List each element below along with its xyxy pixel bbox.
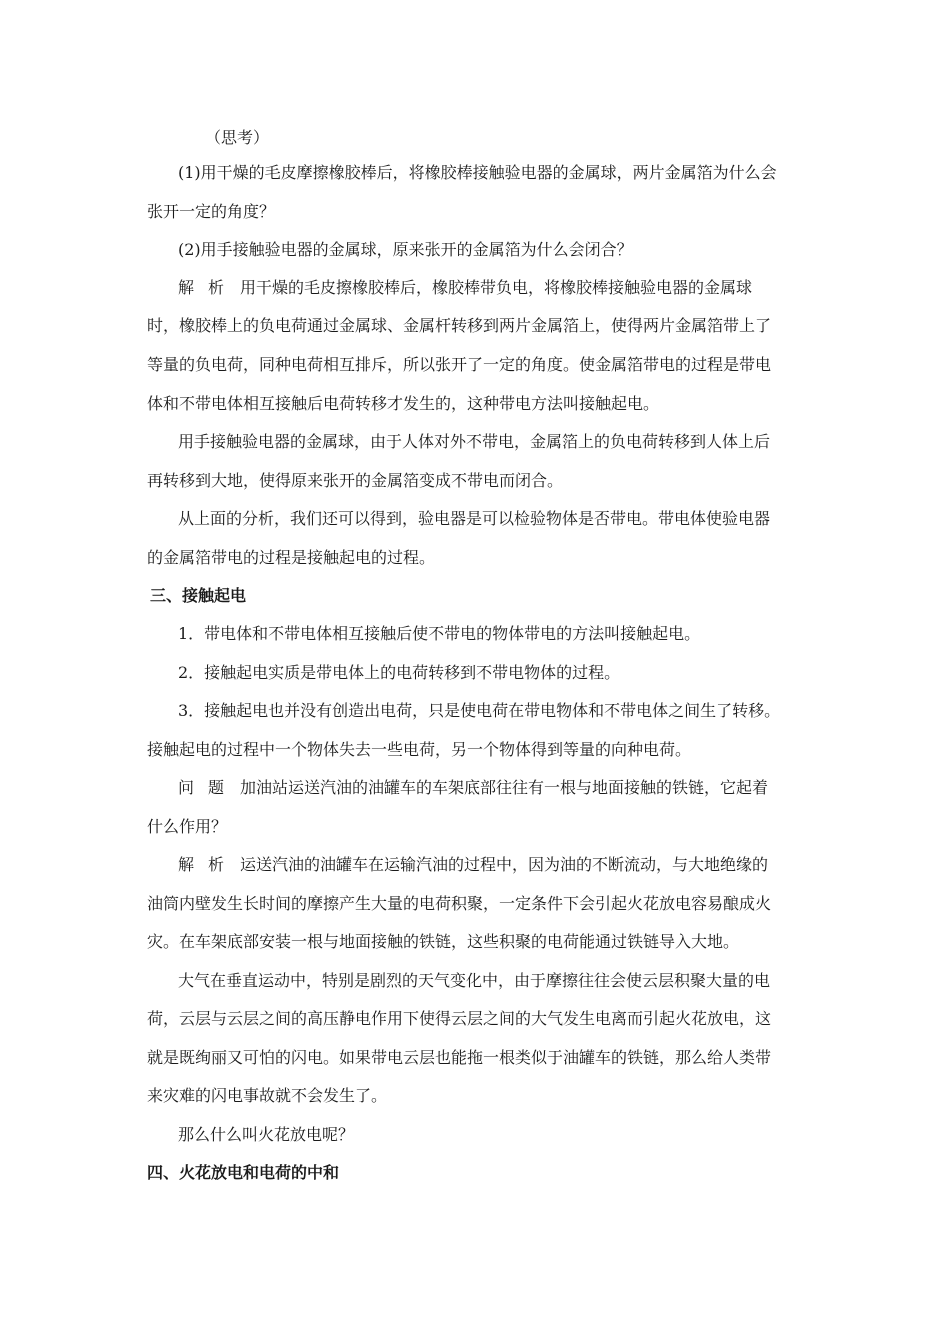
analysis-1-line-1 [178,278,752,298]
section-4-title: 四、火花放电和电荷的中和 [147,1163,340,1182]
analysis-2-label: 解析 [178,855,239,874]
question-1-line-1: (1)用干燥的毛皮摩擦橡胶棒后，将橡胶棒接触验电器的金属球，两片金属箔为什么会 [178,163,777,182]
analysis-2-line-3: 灾。在车架底部安装一根与地面接触的铁链，这些积聚的电荷能通过铁链导入大地。 [147,932,740,951]
question-label: 问题 [178,778,239,797]
question-1-line-2: 张开一定的角度？ [147,202,276,221]
analysis-2-text: 运送汽油的油罐车在运输汽油的过程中，因为油的不断流动，与大地绝缘的 [240,855,769,874]
analysis-2-line-2: 油筒内壁发生长时间的摩擦产生大量的电荷积聚，一定条件下会引起火花放电容易酿成火 [147,894,772,913]
analysis-label: 解析 [178,278,239,297]
problem-text: 加油站运送汽油的油罐车的车架底部往往有一根与地面接触的铁链，它起着 [240,778,769,797]
problem-line-2: 什么作用？ [147,817,228,836]
paragraph-2-line-2: 再转移到大地，使得原来张开的金属箔变成不带电而闭合。 [147,471,564,490]
analysis-1-text: 用干燥的毛皮擦橡胶棒后，橡胶棒带负电，将橡胶棒接触验电器的金属球 [240,278,753,297]
analysis-1-line-4: 体和不带电体相互接触后电荷转移才发生的，这种带电方法叫接触起电。 [147,394,660,413]
analysis-1-line-2: 时，橡胶棒上的负电荷通过金属球、金属杆转移到两片金属箔上，使得两片金属箔带上了 [147,316,772,335]
problem-line-1 [178,778,768,798]
paragraph-5-line-4: 来灾难的闪电事故就不会发生了。 [147,1086,388,1105]
section-3-title: 三、接触起电 [150,586,247,605]
paragraph-3-line-2: 的金属箔带电的过程是接触起电的过程。 [147,548,436,567]
analysis-2-line-1 [178,855,768,875]
list-item-3-line-1: 3．接触起电也并没有创造出电荷，只是使电荷在带电物体和不带电体之间生了转移。 [178,701,781,720]
list-item-3-line-2: 接触起电的过程中一个物体失去一些电荷，另一个物体得到等量的向种电荷。 [147,740,692,759]
paragraph-5-line-1: 大气在垂直运动中，特别是剧烈的天气变化中，由于摩擦往往会使云层积聚大量的电 [178,971,771,990]
list-item-2: 2．接触起电实质是带电体上的电荷转移到不带电物体的过程。 [178,663,621,682]
paragraph-5-line-2: 荷，云层与云层之间的高压静电作用下使得云层之间的大气发生电离而引起火花放电，这 [147,1009,772,1028]
list-item-1: 1．带电体和不带电体相互接触后使不带电的物体带电的方法叫接触起电。 [178,624,701,643]
think-label: （思考） [205,128,270,147]
analysis-1-line-3: 等量的负电荷，同种电荷相互排斥，所以张开了一定的角度。使金属箔带电的过程是带电 [147,355,772,374]
paragraph-2-line-1: 用手接触验电器的金属球，由于人体对外不带电，金属箔上的负电荷转移到人体上后 [178,432,771,451]
paragraph-5-line-3: 就是既绚丽又可怕的闪电。如果带电云层也能拖一根类似于油罐车的铁链，那么给人类带 [147,1048,772,1067]
question-2: (2)用手接触验电器的金属球，原来张开的金属箔为什么会闭合？ [178,240,633,259]
paragraph-6: 那么什么叫火花放电呢？ [178,1125,355,1144]
paragraph-3-line-1: 从上面的分析，我们还可以得到，验电器是可以检验物体是否带电。带电体使验电器 [178,509,771,528]
